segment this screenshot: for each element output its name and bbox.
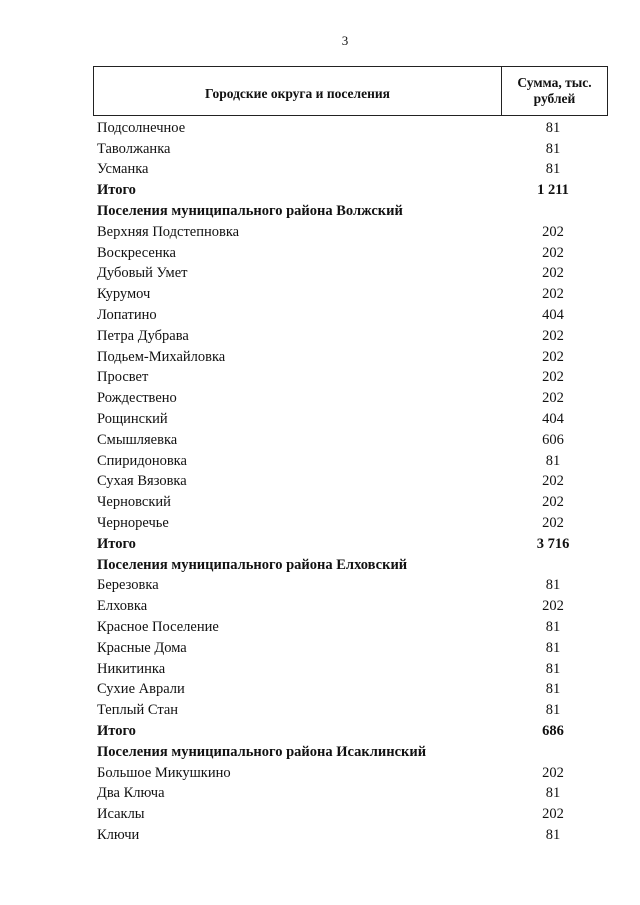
sum-value: 404: [542, 307, 564, 324]
table-row: [97, 305, 608, 326]
table-row: [97, 243, 608, 264]
settlement-name: Просвет: [97, 369, 149, 386]
settlement-name: Никитинка: [97, 660, 166, 677]
table-row: [97, 430, 608, 451]
sum-value: 202: [542, 390, 564, 407]
sum-value: 202: [542, 369, 564, 386]
table-row: [97, 763, 608, 784]
settlement-name: Верхняя Подстепновка: [97, 223, 240, 240]
settlement-name: Лопатино: [97, 307, 157, 324]
section-title: Поселения муниципального района Исаклинский: [97, 743, 427, 760]
settlement-name: Черновский: [97, 494, 171, 511]
sum-value: 81: [545, 785, 561, 802]
sum-value: 81: [545, 619, 561, 636]
sum-value: 202: [542, 806, 564, 823]
table-body: [97, 118, 608, 846]
table-header: [93, 66, 608, 116]
settlement-name: Рощинский: [97, 411, 168, 428]
total-sum: 1 211: [537, 182, 569, 199]
sum-value: 202: [542, 515, 564, 532]
table-row: [97, 139, 608, 160]
settlement-name: Курумоч: [97, 286, 151, 303]
settlement-name: Сухие Аврали: [97, 681, 185, 698]
total-sum: 686: [542, 723, 564, 739]
table-row: [97, 409, 608, 430]
table-row: [97, 368, 608, 389]
sum-value: 81: [545, 660, 561, 677]
settlement-name: Петра Дубрава: [97, 327, 189, 344]
sum-value: 202: [542, 494, 564, 511]
table-row: [97, 347, 608, 368]
settlement-name: Красные Дома: [97, 639, 187, 656]
table-row: [97, 326, 608, 347]
settlement-name: Подсолнечное: [97, 119, 186, 136]
settlement-name: Исаклы: [97, 806, 145, 823]
settlement-name: Большое Микушкино: [97, 764, 231, 781]
settlement-name: Смышляевка: [97, 431, 178, 448]
sum-value: 81: [545, 681, 561, 698]
sum-value: 81: [545, 639, 561, 656]
sum-value: 202: [542, 244, 564, 261]
table-row: [97, 804, 608, 825]
sum-value: 81: [545, 826, 561, 843]
sum-value: 606: [542, 431, 564, 448]
column-header-sum: [502, 67, 607, 115]
sum-value: 404: [542, 411, 564, 428]
settlement-name: Ключи: [97, 826, 140, 843]
column-header-sum-line1: Сумма, тыс.: [517, 75, 592, 90]
total-row: [97, 534, 608, 555]
settlement-name: Черноречье: [97, 515, 169, 532]
total-label: Итого: [97, 182, 136, 199]
total-label: Итого: [97, 723, 136, 739]
section-heading-row: [97, 555, 608, 576]
table-row: [97, 825, 608, 846]
sum-value: 81: [545, 702, 561, 719]
table-row: [97, 513, 608, 534]
section-title: Поселения муниципального района Елховский: [97, 556, 408, 573]
total-label: Итого: [97, 535, 136, 552]
total-row: [97, 180, 608, 201]
sum-value: 202: [542, 327, 564, 344]
table-row: [97, 576, 608, 597]
sum-value: 202: [542, 265, 564, 282]
settlement-name: Сухая Вязовка: [97, 473, 187, 490]
section-title: Поселения муниципального района Волжский: [97, 203, 403, 220]
sum-value: 81: [545, 119, 561, 136]
total-row: [97, 721, 608, 742]
table-row: [97, 492, 608, 513]
table-row: [97, 264, 608, 285]
settlement-name: Два Ключа: [97, 785, 165, 802]
settlement-name: Елховка: [97, 598, 148, 615]
sum-value: 81: [545, 452, 561, 469]
sum-value: 202: [542, 223, 564, 240]
sum-value: 81: [545, 577, 561, 594]
settlement-name: Усманка: [97, 161, 149, 178]
table-row: [97, 784, 608, 805]
total-sum: 3 716: [536, 535, 570, 552]
sum-value: 81: [545, 161, 561, 178]
table-row: [97, 659, 608, 680]
settlement-name: Рождествено: [97, 390, 177, 407]
sum-value: 202: [542, 764, 564, 781]
table-row: [97, 700, 608, 721]
sum-value: 202: [542, 348, 564, 365]
table-row: [97, 118, 608, 139]
table-row: [97, 596, 608, 617]
table-row: [97, 451, 608, 472]
settlement-name: Дубовый Умет: [97, 265, 188, 282]
table-row: [97, 222, 608, 243]
settlement-name: Спиридоновка: [97, 452, 187, 469]
settlement-name: Теплый Стан: [97, 702, 179, 719]
page-number: 3: [341, 33, 349, 48]
table-row: [97, 284, 608, 305]
column-header-settlements: Городские округа и поселения: [94, 67, 502, 115]
sum-value: 202: [542, 598, 564, 615]
table-row: [97, 472, 608, 493]
column-header-sum-line2: рублей: [533, 91, 576, 106]
settlement-name: Подьем-Михайловка: [97, 348, 226, 365]
table-row: [97, 388, 608, 409]
settlement-name: Красное Поселение: [97, 619, 219, 636]
settlement-name: Таволжанка: [97, 140, 171, 157]
table-row: [97, 638, 608, 659]
sum-value: 81: [545, 140, 561, 157]
table-row: [97, 160, 608, 181]
section-heading-row: [97, 742, 608, 763]
sum-value: 202: [542, 473, 564, 490]
table-row: [97, 680, 608, 701]
section-heading-row: [97, 201, 608, 222]
table-row: [97, 617, 608, 638]
settlement-name: Березовка: [97, 577, 159, 594]
settlement-name: Воскресенка: [97, 244, 176, 261]
sum-value: 202: [542, 286, 564, 303]
